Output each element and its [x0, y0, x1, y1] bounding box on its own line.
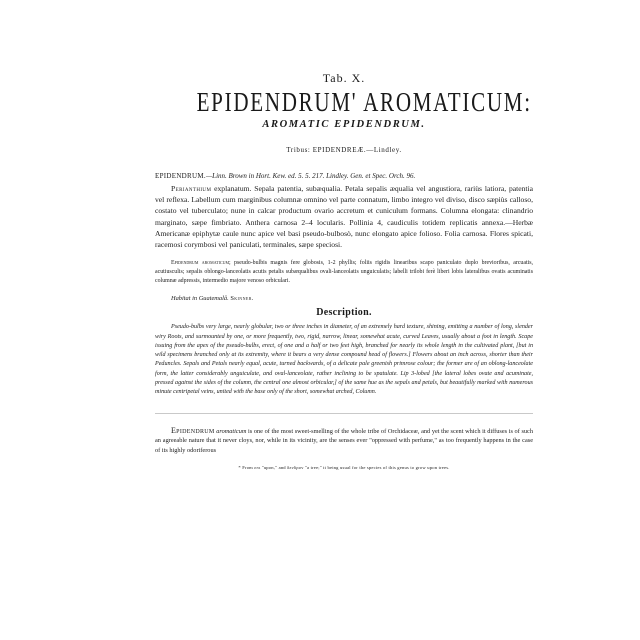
genus-lead-word: Perianthium	[171, 184, 212, 193]
description-heading: Description.	[316, 307, 372, 319]
species-diagnosis	[155, 259, 533, 286]
genus-name: EPIDENDRUM.	[155, 172, 206, 180]
footnote: * From επι "upon," and δενδρον "a tree;" it being usual for the species of this genus to grow upon trees.	[238, 465, 450, 471]
genus-description	[155, 183, 533, 250]
section-divider	[155, 413, 533, 414]
plate-page	[155, 30, 533, 470]
species-lead: Epidendrum aromaticum;	[171, 260, 231, 267]
genus-citation: —Linn. Brown in Hort. Kew. ed. 5. 5. 217. Lindley. Gen. et Spec. Orch. 96.	[205, 172, 416, 180]
habitat-collector: Skinner.	[230, 295, 254, 303]
commentary-lead: Epidendrum	[171, 425, 215, 435]
description-text: Pseudo-bulbs very large, nearly globular, two or three inches in diameter, of an extremely hard texture, shining, emitting a number of long, slender wiry Roots, and surmounted by one, or more frequently, two, rigid, narrow, linear, somewhat acute, curved Leaves, usually about a foot in length. Scape issuing from the apex of the pseudo-bulbs, erect, of one and a half or two feet high, branched for nearly its whole length in the cultivated plant, [but in wild specimens branched only at its extremity, where it bears a very dense compound head of flowers.] Flowers about an inch across, shorter than their Peduncles. Sepals and Petals nearly equal, acute, turned backwards, of a delicate pale greenish primrose colour; the former are of an oblong-lanceolate form, the latter considerably unguiculate, and oval-lanceolate, rather inclining to be spatulate. Lip 3-lobed [the lateral lobes ovate and acuminate, pressed against the sides of the column, the central one almost orbicular,] of the same hue as the sepals and petals, but beautifully marked with numerous minute centripetal veins, united with the base only of the short, somewhat arched, Column.	[155, 324, 533, 396]
commentary-text	[155, 426, 533, 456]
species-text: pseudo-bulbis magnis fere globosis, 1-2 phyllis; foliis rigidis linearibus scapo paniculato duplo brevioribus, arcuatis, acutiusculis; sepalis oblongo-lanceolatis acutis petalis subæqualibus ovali-lanceolatis unguiculatis; labelli trilobi ferè liberi lobis lateralibus ovatis acuminatis columnæ adpressis, intermedio majore venoso orbiculari.	[155, 260, 533, 285]
habitat-label: Habitat in Guatemalâ.	[171, 295, 229, 303]
habitat-line	[155, 295, 533, 302]
plate-subtitle: AROMATIC EPIDENDRUM.	[262, 119, 426, 130]
commentary-lead-italic: aromaticum	[214, 427, 247, 435]
genus-heading	[155, 172, 533, 180]
tab-label: Tab. X.	[322, 71, 366, 85]
genus-text: explanatum. Sepala patentia, subæqualia. Petala sepalis æqualia vel angustiora, rariùs latiora, patentia vel reflexa. Labellum cum marginibus columnæ omnino vel parte connatum, limbo integro vel diviso, disco sæpiùs calloso, costato vel tuberculato; nune in calcar productum ovario accretum et cuniculum formans. Columna elongata: clinandrio marginato, sæpe fimbriato. Anthera carnosa 2–4 locularis. Pollinia 4, caudiculis totidem replicatis annexa.—Herbæ Americanæ epiphytæ caule nunc apice vel basi pseudo-bulbosò, nunc elongato apice folioso. Folia carnosa. Flores spicati, racemosi corymbosi vel paniculati, terminales, sæpe speciosi.	[155, 184, 533, 250]
commentary-body: is one of the most sweet-smelling of the whole tribe of Orchidaceæ, and yet the scent which it diffuses is of such an agreeable nature that it never cloys, nor, while in its vicinity, are the senses ever "oppressed with perfume," as too frequently happens in the case of its highly odoriferous	[155, 427, 533, 454]
tribe-line: Tribus: EPIDENDREÆ.—Lindley.	[286, 146, 402, 154]
plate-title: EPIDENDRUM' AROMATICUM:	[196, 87, 532, 117]
